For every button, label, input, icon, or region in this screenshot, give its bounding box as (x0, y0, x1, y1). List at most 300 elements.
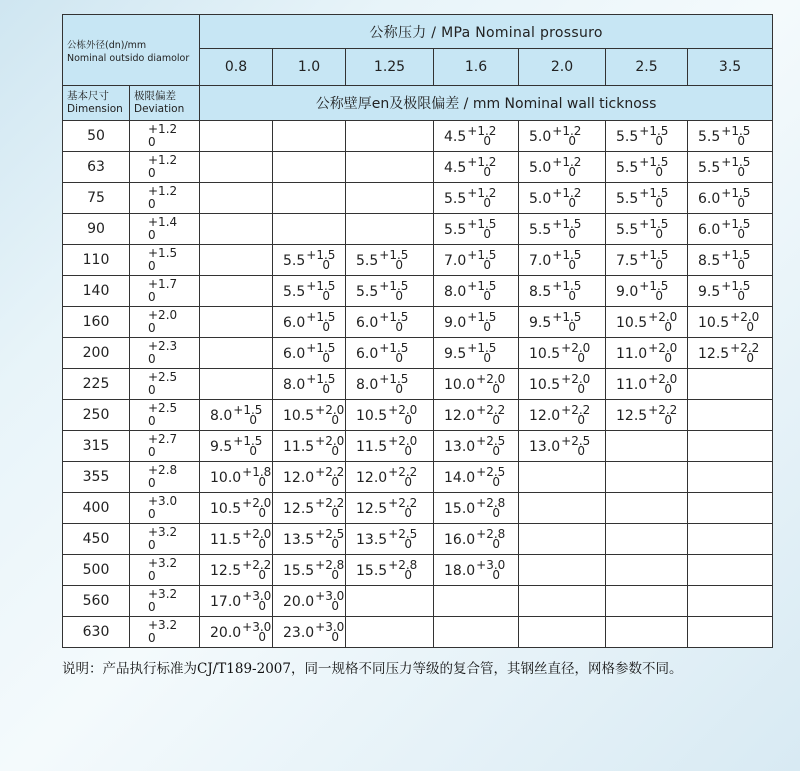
wall-thickness-value: 4.5 (444, 129, 467, 145)
wall-tolerance-lower: 0 (395, 382, 404, 396)
wall-tolerance-lower: 0 (492, 537, 500, 551)
wall-tolerance-upper: +1.5 (721, 248, 751, 262)
wall-tolerance-lower: 0 (492, 444, 500, 458)
wall-cell (273, 338, 346, 369)
wall-thickness-value: 18.0 (444, 563, 476, 579)
wall-tolerance-lower: 0 (492, 506, 500, 520)
wall-cell (519, 245, 606, 276)
wall-thickness-value: 20.0 (283, 594, 315, 610)
wall-cell (688, 183, 773, 214)
wall-cell (346, 369, 434, 400)
wall-tolerance-upper: +1.2 (552, 155, 582, 169)
wall-cell (688, 338, 773, 369)
wall-tolerance-lower: 0 (483, 227, 492, 241)
wall-thickness-value: 5.0 (529, 129, 552, 145)
table-row (63, 555, 773, 586)
wall-tolerance-lower: 0 (331, 599, 339, 613)
deviation-cell (130, 338, 200, 369)
wall-cell (606, 307, 688, 338)
deviation-cell (130, 152, 200, 183)
table-row (63, 431, 773, 462)
wall-cell (273, 307, 346, 338)
wall-tolerance-upper: +2.0 (315, 434, 345, 448)
deviation-cell (130, 524, 200, 555)
wall-cell (273, 214, 346, 245)
wall-tolerance-lower: 0 (404, 506, 412, 520)
wall-tolerance-lower: 0 (655, 165, 664, 179)
wall-tolerance-lower: 0 (737, 289, 746, 303)
dimension-cell: 560 (63, 586, 130, 617)
wall-cell (346, 431, 434, 462)
wall-tolerance-upper: +2.0 (648, 341, 678, 355)
wall-tolerance-upper: +1.5 (467, 279, 497, 293)
deviation-upper: +1.5 (148, 246, 178, 260)
wall-thickness-value: 8.0 (210, 408, 233, 424)
wall-cell (606, 586, 688, 617)
deviation-upper: +3.2 (148, 525, 178, 539)
wall-tolerance-lower: 0 (404, 568, 412, 582)
wall-cell (519, 183, 606, 214)
table-row (63, 245, 773, 276)
wall-thickness-value: 17.0 (210, 594, 242, 610)
wall-tolerance-upper: +1.5 (639, 248, 669, 262)
wall-thickness-value: 10.5 (356, 408, 388, 424)
wall-cell (519, 338, 606, 369)
wall-thickness-value: 5.5 (356, 253, 379, 269)
wall-cell (200, 400, 273, 431)
wall-cell (200, 462, 273, 493)
deviation-upper: +2.8 (148, 463, 178, 477)
pressure-group-header: 公称压力 / MPa Nominal prossuro (200, 15, 773, 49)
wall-tolerance-upper: +1.5 (552, 310, 582, 324)
wall-tolerance-upper: +1.5 (639, 155, 669, 169)
wall-tolerance-lower: 0 (655, 134, 664, 148)
wall-cell (434, 307, 519, 338)
wall-cell (200, 586, 273, 617)
wall-tolerance-upper: +1.5 (379, 310, 409, 324)
wall-tolerance-upper: +2.0 (315, 403, 345, 417)
deviation-lower: 0 (148, 507, 156, 521)
wall-cell (688, 524, 773, 555)
wall-cell (200, 431, 273, 462)
pressure-col-header: 0.8 (200, 49, 273, 86)
wall-tolerance-lower: 0 (483, 196, 492, 210)
wall-thickness-value: 15.0 (444, 501, 476, 517)
wall-cell (200, 245, 273, 276)
wall-tolerance-upper: +1.2 (467, 124, 497, 138)
deviation-upper: +1.2 (148, 184, 178, 198)
deviation-upper: +2.5 (148, 401, 178, 415)
wall-cell (273, 369, 346, 400)
wall-thickness-value: 7.5 (616, 253, 639, 269)
wall-tolerance-upper: +1.5 (379, 248, 409, 262)
wall-tolerance-upper: +1.5 (467, 217, 497, 231)
wall-tolerance-upper: +1.5 (721, 279, 751, 293)
wall-cell (346, 493, 434, 524)
wall-thickness-value: 8.0 (356, 377, 379, 393)
wall-cell (200, 369, 273, 400)
table-row (63, 152, 773, 183)
wall-tolerance-lower: 0 (577, 413, 585, 427)
wall-cell (346, 214, 434, 245)
wall-thickness-value: 6.0 (356, 346, 379, 362)
wall-tolerance-lower: 0 (737, 165, 746, 179)
wall-cell (688, 369, 773, 400)
wall-cell (434, 493, 519, 524)
wall-thickness-value: 15.5 (356, 563, 388, 579)
wall-cell (273, 276, 346, 307)
wall-tolerance-upper: +1.5 (233, 434, 263, 448)
wall-cell (273, 524, 346, 555)
wall-tolerance-lower: 0 (404, 413, 412, 427)
deviation-cell (130, 307, 200, 338)
wall-tolerance-upper: +2.2 (315, 496, 345, 510)
wall-tolerance-lower: 0 (249, 444, 258, 458)
wall-tolerance-lower: 0 (664, 320, 672, 334)
wall-tolerance-lower: 0 (483, 289, 492, 303)
wall-cell (519, 307, 606, 338)
wall-cell (606, 555, 688, 586)
dimension-cell: 110 (63, 245, 130, 276)
wall-thickness-value: 5.0 (529, 191, 552, 207)
wall-thickness-value: 13.5 (283, 532, 315, 548)
wall-cell (200, 493, 273, 524)
wall-tolerance-upper: +1.5 (467, 341, 497, 355)
wall-cell (346, 462, 434, 493)
wall-cell (519, 276, 606, 307)
wall-cell (200, 617, 273, 648)
wall-tolerance-upper: +1.8 (242, 465, 272, 479)
wall-cell (519, 555, 606, 586)
wall-tolerance-upper: +1.5 (552, 279, 582, 293)
wall-cell (606, 338, 688, 369)
wall-cell (519, 462, 606, 493)
pressure-col-header: 2.5 (606, 49, 688, 86)
wall-thickness-value: 12.0 (356, 470, 388, 486)
wall-tolerance-lower: 0 (395, 289, 404, 303)
dimension-line1: 基本尺寸 (67, 90, 109, 102)
deviation-line1: 极限偏差 (134, 90, 176, 102)
wall-thickness-value: 5.5 (444, 222, 467, 238)
wall-thickness-value: 11.5 (210, 532, 242, 548)
dimension-cell: 450 (63, 524, 130, 555)
deviation-cell (130, 245, 200, 276)
footnote: 说明：产品执行标准为CJ/T189-2007，同一规格不同压力等级的复合管，其钢丝直径，网格参数不同。 (62, 661, 683, 677)
wall-tolerance-lower: 0 (483, 320, 492, 334)
wall-tolerance-lower: 0 (492, 413, 500, 427)
wall-thickness-value: 6.0 (356, 315, 379, 331)
wall-thickness-value: 23.0 (283, 625, 315, 641)
wall-thickness-value: 9.5 (210, 439, 233, 455)
wall-tolerance-lower: 0 (568, 165, 577, 179)
wall-thickness-value: 10.0 (444, 377, 476, 393)
deviation-lower: 0 (148, 538, 156, 552)
wall-thickness-value: 5.5 (698, 160, 721, 176)
wall-tolerance-upper: +1.5 (233, 403, 263, 417)
wall-cell (519, 369, 606, 400)
wall-cell (434, 183, 519, 214)
wall-tolerance-upper: +2.0 (561, 372, 591, 386)
table-row (63, 338, 773, 369)
wall-tolerance-lower: 0 (664, 413, 672, 427)
wall-cell (688, 462, 773, 493)
wall-tolerance-lower: 0 (568, 258, 577, 272)
wall-thickness-value: 10.5 (283, 408, 315, 424)
wall-tolerance-upper: +2.5 (388, 527, 418, 541)
wall-thickness-value: 12.5 (616, 408, 648, 424)
wall-cell (519, 493, 606, 524)
wall-thickness-value: 5.5 (283, 284, 306, 300)
wall-tolerance-upper: +1.5 (639, 279, 669, 293)
wall-cell (200, 524, 273, 555)
wall-tolerance-upper: +2.2 (388, 465, 418, 479)
wall-thickness-value: 12.5 (356, 501, 388, 517)
dimension-cell: 160 (63, 307, 130, 338)
wall-cell (688, 431, 773, 462)
deviation-lower: 0 (148, 135, 156, 149)
wall-thickness-value: 5.5 (444, 191, 467, 207)
pressure-col-header: 1.25 (346, 49, 434, 86)
wall-tolerance-lower: 0 (655, 258, 664, 272)
deviation-lower: 0 (148, 631, 156, 645)
dimension-cell: 355 (63, 462, 130, 493)
dimension-cell: 63 (63, 152, 130, 183)
wall-tolerance-lower: 0 (492, 475, 500, 489)
wall-cell (519, 617, 606, 648)
pressure-col-header: 3.5 (688, 49, 773, 86)
wall-cell (434, 617, 519, 648)
wall-cell (519, 121, 606, 152)
wall-tolerance-upper: +2.5 (315, 527, 345, 541)
wall-thickness-value: 13.0 (529, 439, 561, 455)
wall-cell (606, 524, 688, 555)
wall-tolerance-lower: 0 (483, 165, 492, 179)
wall-thickness-value: 8.5 (529, 284, 552, 300)
dimension-cell: 75 (63, 183, 130, 214)
wall-tolerance-lower: 0 (258, 568, 266, 582)
wall-cell (688, 214, 773, 245)
wall-thickness-value: 9.0 (616, 284, 639, 300)
wall-tolerance-upper: +1.5 (552, 217, 582, 231)
wall-cell (606, 493, 688, 524)
deviation-cell (130, 400, 200, 431)
wall-tolerance-upper: +1.2 (467, 155, 497, 169)
table-row (63, 214, 773, 245)
wall-tolerance-lower: 0 (404, 537, 412, 551)
wall-cell (434, 121, 519, 152)
wall-cell (688, 121, 773, 152)
wall-tolerance-lower: 0 (395, 351, 404, 365)
wall-cell (346, 524, 434, 555)
wall-thickness-value: 15.5 (283, 563, 315, 579)
deviation-cell (130, 431, 200, 462)
wall-tolerance-upper: +1.5 (379, 341, 409, 355)
wall-tolerance-upper: +2.5 (476, 434, 506, 448)
wall-cell (273, 183, 346, 214)
wall-thickness-value: 6.0 (283, 315, 306, 331)
wall-tolerance-lower: 0 (258, 599, 266, 613)
wall-tolerance-upper: +2.8 (388, 558, 418, 572)
wall-cell (606, 462, 688, 493)
wall-tolerance-lower: 0 (568, 196, 577, 210)
wall-cell (688, 400, 773, 431)
wall-cell (273, 493, 346, 524)
wall-cell (606, 214, 688, 245)
wall-cell (200, 555, 273, 586)
wall-cell (346, 121, 434, 152)
dimension-header (63, 86, 130, 121)
wall-thickness-value: 10.5 (210, 501, 242, 517)
wall-cell (606, 431, 688, 462)
deviation-upper: +3.0 (148, 494, 178, 508)
wall-tolerance-upper: +1.2 (467, 186, 497, 200)
wall-cell (200, 214, 273, 245)
wall-cell (346, 555, 434, 586)
wall-tolerance-upper: +1.5 (306, 248, 336, 262)
wall-tolerance-upper: +1.5 (639, 124, 669, 138)
deviation-cell (130, 276, 200, 307)
deviation-lower: 0 (148, 476, 156, 490)
wall-thickness-value: 12.0 (529, 408, 561, 424)
wall-thickness-value: 5.5 (616, 160, 639, 176)
wall-tolerance-lower: 0 (483, 134, 492, 148)
deviation-cell (130, 555, 200, 586)
wall-cell (434, 276, 519, 307)
corner-line2: Nominal outsido diamolor (67, 52, 190, 64)
wall-tolerance-lower: 0 (664, 351, 672, 365)
wall-tolerance-lower: 0 (258, 475, 266, 489)
wall-cell (519, 400, 606, 431)
pressure-col-header: 1.6 (434, 49, 519, 86)
wall-tolerance-lower: 0 (655, 196, 664, 210)
wall-cell (606, 400, 688, 431)
corner-line1: 公栋外径(dn)/mm (67, 39, 147, 51)
wall-tolerance-lower: 0 (404, 475, 412, 489)
deviation-cell (130, 183, 200, 214)
table-row (63, 462, 773, 493)
wall-tolerance-upper: +2.2 (730, 341, 760, 355)
wall-tolerance-upper: +2.2 (561, 403, 591, 417)
wall-cell (346, 245, 434, 276)
wall-tolerance-upper: +1.2 (552, 124, 582, 138)
pressure-col-header: 1.0 (273, 49, 346, 86)
dimension-cell: 90 (63, 214, 130, 245)
wall-thickness-value: 20.0 (210, 625, 242, 641)
wall-cell (200, 307, 273, 338)
wall-cell (273, 121, 346, 152)
deviation-cell (130, 586, 200, 617)
wall-thickness-value: 7.0 (444, 253, 467, 269)
deviation-cell (130, 121, 200, 152)
deviation-upper: +3.2 (148, 587, 178, 601)
wall-cell (273, 462, 346, 493)
wall-thickness-value: 11.0 (616, 377, 648, 393)
wall-thickness-value: 11.5 (283, 439, 315, 455)
deviation-upper: +2.3 (148, 339, 178, 353)
dimension-cell: 200 (63, 338, 130, 369)
dimension-cell: 225 (63, 369, 130, 400)
wall-cell (200, 152, 273, 183)
wall-cell (434, 462, 519, 493)
wall-tolerance-upper: +2.8 (476, 496, 506, 510)
wall-cell (346, 338, 434, 369)
wall-tolerance-lower: 0 (322, 258, 331, 272)
wall-tolerance-lower: 0 (664, 382, 672, 396)
wall-cell (519, 586, 606, 617)
wall-thickness-value: 14.0 (444, 470, 476, 486)
wall-tolerance-lower: 0 (404, 444, 412, 458)
wall-tolerance-lower: 0 (395, 320, 404, 334)
wall-tolerance-upper: +1.5 (552, 248, 582, 262)
deviation-lower: 0 (148, 600, 156, 614)
wall-thickness-value: 10.5 (698, 315, 730, 331)
deviation-upper: +1.4 (148, 215, 178, 229)
wall-cell (688, 586, 773, 617)
wall-cell (346, 183, 434, 214)
wall-tolerance-lower: 0 (331, 475, 339, 489)
wall-cell (346, 617, 434, 648)
deviation-cell (130, 493, 200, 524)
deviation-upper: +3.2 (148, 618, 178, 632)
deviation-lower: 0 (148, 445, 156, 459)
wall-thickness-value: 10.5 (529, 377, 561, 393)
wall-thickness-value: 5.5 (616, 222, 639, 238)
table-row (63, 617, 773, 648)
deviation-upper: +1.7 (148, 277, 178, 291)
wall-cell (519, 214, 606, 245)
wall-tolerance-upper: +2.2 (315, 465, 345, 479)
deviation-lower: 0 (148, 290, 156, 304)
dimension-cell: 315 (63, 431, 130, 462)
wall-cell (606, 152, 688, 183)
wall-cell (346, 400, 434, 431)
wall-thickness-value: 8.0 (283, 377, 306, 393)
deviation-lower: 0 (148, 569, 156, 583)
wall-tolerance-upper: +2.2 (242, 558, 272, 572)
wall-cell (606, 617, 688, 648)
wall-thickness-value: 9.5 (444, 346, 467, 362)
wall-tolerance-upper: +2.0 (648, 310, 678, 324)
deviation-cell (130, 617, 200, 648)
wall-cell (688, 307, 773, 338)
wall-thickness-value: 6.0 (698, 222, 721, 238)
wall-cell (273, 617, 346, 648)
deviation-upper: +2.5 (148, 370, 178, 384)
corner-header (63, 15, 200, 86)
wall-cell (606, 369, 688, 400)
wall-tolerance-upper: +1.5 (379, 372, 409, 386)
wall-cell (519, 431, 606, 462)
wall-cell (688, 245, 773, 276)
wall-cell (434, 431, 519, 462)
wall-cell (200, 276, 273, 307)
wall-thickness-value: 5.5 (616, 129, 639, 145)
wall-tolerance-lower: 0 (258, 506, 266, 520)
wall-cell (688, 276, 773, 307)
wall-tolerance-lower: 0 (577, 382, 585, 396)
wall-tolerance-upper: +1.5 (639, 217, 669, 231)
wall-thickness-value: 12.5 (210, 563, 242, 579)
wall-tolerance-lower: 0 (737, 196, 746, 210)
wall-cell (519, 152, 606, 183)
wall-tolerance-lower: 0 (331, 568, 339, 582)
dimension-cell: 500 (63, 555, 130, 586)
wall-cell (434, 400, 519, 431)
deviation-cell (130, 462, 200, 493)
wall-thickness-value: 8.5 (698, 253, 721, 269)
wall-thickness-value: 13.0 (444, 439, 476, 455)
dimension-line2: Dimension (67, 103, 123, 115)
